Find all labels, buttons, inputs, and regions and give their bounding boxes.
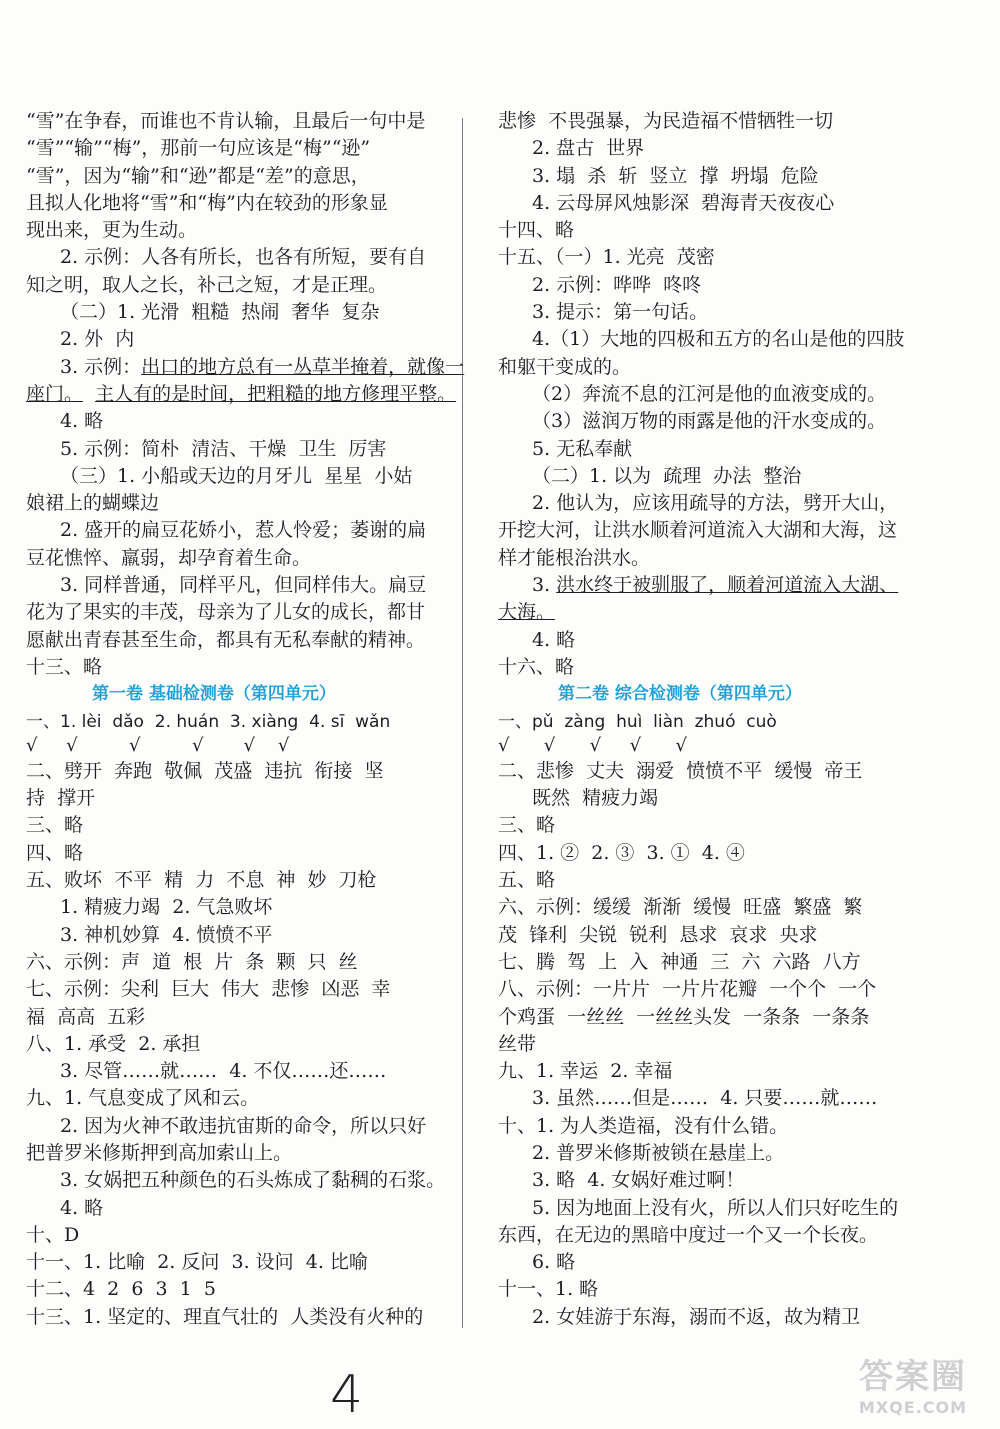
text-line: 七、示例：尖利 巨大 伟大 悲惨 凶恶 幸 [26,978,391,1001]
text-line: 开挖大河，让洪水顺着河道流入大湖和大海，这 [498,519,898,542]
watermark-url: MXQE.COM [858,1398,968,1417]
text-line: 现出来，更为生动。 [26,219,198,242]
text-line: 个鸡蛋 一丝丝 一丝丝头发 一条条 一条条 [498,1005,870,1028]
text-line: “雪”，因为“输”和“逊”都是“差”的意思， [26,164,370,187]
text-line [498,599,908,626]
text-fragment: 3. [532,574,557,597]
text-line: 2. 外 内 [60,328,135,351]
text-line: 十二、4 2 6 3 1 5 [26,1278,216,1301]
text-line [26,354,465,381]
text-line: 5. 因为地面上没有火，所以人们只好吃生的 [532,1196,899,1219]
underlined-text: 座门。 [26,382,84,405]
text-line: 九、1. 气息变成了风和云。 [26,1087,260,1110]
text-line: 二、悲惨 丈夫 溺爱 愤愤不平 缓慢 帝王 [498,759,863,782]
text-line: 十三、略 [26,655,103,678]
text-line: 4. 略 [60,410,104,433]
page-number: 4 [330,1365,364,1425]
text-line: 豆花憔悴、羸弱，却孕育着生命。 [26,546,312,569]
text-line: 十、D [26,1223,80,1246]
text-line: 和躯干变成的。 [498,355,632,378]
text-line: 既然 精疲力竭 [532,787,659,810]
text-line: 四、1. ② 2. ③ 3. ① 4. ④ [498,841,745,864]
text-line: （3）滋润万物的雨露是他的汗水变成的。 [532,410,887,433]
text-line: 悲惨 不畏强暴，为民造福不惜牺牲一切 [498,110,834,132]
text-line: 三、略 [26,814,84,837]
text-line: 4. 略 [60,1196,104,1219]
underlined-text: 主人有的是时间，把粗糙的地方修理平整。 [95,382,457,405]
text-line: 2. 女娃游于东海，溺而不返，故为精卫 [532,1305,861,1328]
text-line: 茂 锋利 尖锐 锐利 恳求 哀求 央求 [498,923,818,946]
text-line: 5. 示例：简朴 清洁、干燥 卫生 厉害 [60,437,387,460]
text-line: 3. 虽然……但是…… 4. 只要……就…… [532,1087,878,1110]
text-line: 2. 示例：人各有所长，也各有所短，要有自 [60,246,427,269]
text-line: 3. 尽管……就…… 4. 不仅……还…… [60,1060,387,1083]
text-line: 2. 因为火神不敢违抗宙斯的命令，所以只好 [60,1114,427,1137]
text-line: 四、略 [26,841,84,864]
right-column [498,108,908,1331]
text-line: 娘裙上的蝴蝶边 [26,492,160,515]
text-line: 知之明，取人之长，补己之短，才是正理。 [26,273,388,296]
text-line: （二）1. 光滑 粗糙 热闹 奢华 复杂 [60,301,380,324]
text-line: 2. 盘古 世界 [532,137,645,160]
text-line: 十三、1. 坚定的、理直气壮的 人类没有火种的 [26,1305,424,1328]
text-line: 2. 普罗米修斯被锁在悬崖上。 [532,1141,785,1164]
text-line: 花为了果实的丰茂，母亲为了儿女的成长，都甘 [26,601,426,624]
text-line: 二、劈开 奔跑 敬佩 茂盛 违抗 衔接 坚 [26,759,384,782]
text-line [498,572,908,599]
left-column [26,108,465,1331]
underlined-text: 洪水终于被驯服了，顺着河道流入大湖、 [556,574,899,597]
column-divider [462,118,463,1328]
text-line: 4.（1）大地的四极和五方的名山是他的四肢 [532,328,905,351]
text-line: “雪”在争春，而谁也不肯认输，且最后一句中是 [26,110,426,132]
text-line: 持 撑开 [26,787,96,810]
checkmark-line: √ √ √ √ √ [498,734,687,756]
text-line: 五、略 [498,869,556,892]
text-line: 4. 略 [532,628,576,651]
checkmark-line: √ √ √ √ √ √ [26,734,290,756]
text-line: 2. 盛开的扁豆花娇小，惹人怜爱；萎谢的扁 [60,519,427,542]
text-line: 东西，在无边的黑暗中度过一个又一个长夜。 [498,1223,879,1246]
text-line: 3. 提示：第一句话。 [532,301,709,324]
text-line: 且拟人化地将“雪”和“梅”内在较劲的形象显 [26,191,388,214]
text-line: 十五、（一）1. 光亮 茂密 [498,246,715,269]
text-line: 六、示例：缓缓 渐渐 缓慢 旺盛 繁盛 繁 [498,896,863,919]
text-line: 5. 无私奉献 [532,437,633,460]
text-line: 3. 神机妙算 4. 愤愤不平 [60,923,273,946]
text-line: （2）奔流不息的江河是他的血液变成的。 [532,382,887,405]
pinyin-line: 一、pǔ zàng huì liàn zhuó cuò [498,711,777,732]
text-line: 样才能根治洪水。 [498,546,651,569]
section-heading: 第二卷 综合检测卷（第四单元） [558,684,802,705]
watermark-logo [838,1349,988,1417]
underlined-text: 大海。 [498,601,556,624]
text-line: 十六、略 [498,655,575,678]
text-line: 八、示例：一片片 一片片花瓣 一个个 一个 [498,978,877,1001]
text-line: 6. 略 [532,1251,576,1274]
text-line: 十四、略 [498,219,575,242]
text-line: 2. 他认为，应该用疏导的方法，劈开大山， [532,492,899,515]
text-line: 3. 女娲把五种颜色的石头炼成了黏稠的石浆。 [60,1169,446,1192]
text-line: 3. 塌 杀 斩 竖立 撑 坍塌 危险 [532,164,819,187]
text-line: “雪”“输”“梅”，那前一句应该是“梅”“逊” [26,137,371,160]
section-heading: 第一卷 基础检测卷（第四单元） [92,684,336,705]
text-line: 八、1. 承受 2. 承担 [26,1032,201,1055]
text-line: 丝带 [498,1032,537,1055]
text-line: 十、1. 为人类造福，没有什么错。 [498,1114,789,1137]
pinyin-line: 一、1. lèi dǎo 2. huán 3. xiàng 4. sī wǎn [26,711,391,732]
text-line: 九、1. 幸运 2. 幸福 [498,1060,673,1083]
text-line: 愿献出青春甚至生命，都具有无私奉献的精神。 [26,628,426,651]
text-line: （三）1. 小船或天边的月牙儿 星星 小姑 [60,464,413,487]
text-line: 2. 示例：哗哗 咚咚 [532,273,702,296]
text-line: 1. 精疲力竭 2. 气急败坏 [60,896,273,919]
text-line: 把普罗米修斯押到高加索山上。 [26,1141,293,1164]
text-fragment: 3. 示例： [60,355,142,378]
watermark-top: 答案圈 [859,1357,967,1397]
text-line: 三、略 [498,814,556,837]
text-line: 十一、1. 略 [498,1278,599,1301]
text-line: 五、败坏 不平 精 力 不息 神 妙 刀枪 [26,869,377,892]
text-line [26,381,457,408]
text-line: （二）1. 以为 疏理 办法 整治 [532,464,802,487]
text-line: 六、示例：声 道 根 片 条 颗 只 丝 [26,950,358,973]
text-line: 4. 云母屏风烛影深 碧海青天夜夜心 [532,191,835,214]
underlined-text: 出口的地方总有一丛草半掩着，就像一 [141,355,465,378]
text-line: 七、腾 驾 上 入 神通 三 六 六路 八方 [498,950,861,973]
text-line: 3. 同样普通，同样平凡，但同样伟大。扁豆 [60,574,427,597]
text-line: 福 高高 五彩 [26,1005,146,1028]
text-line: 3. 略 4. 女娲好难过啊！ [532,1169,745,1192]
text-line: 十一、1. 比喻 2. 反问 3. 设问 4. 比喻 [26,1251,368,1274]
